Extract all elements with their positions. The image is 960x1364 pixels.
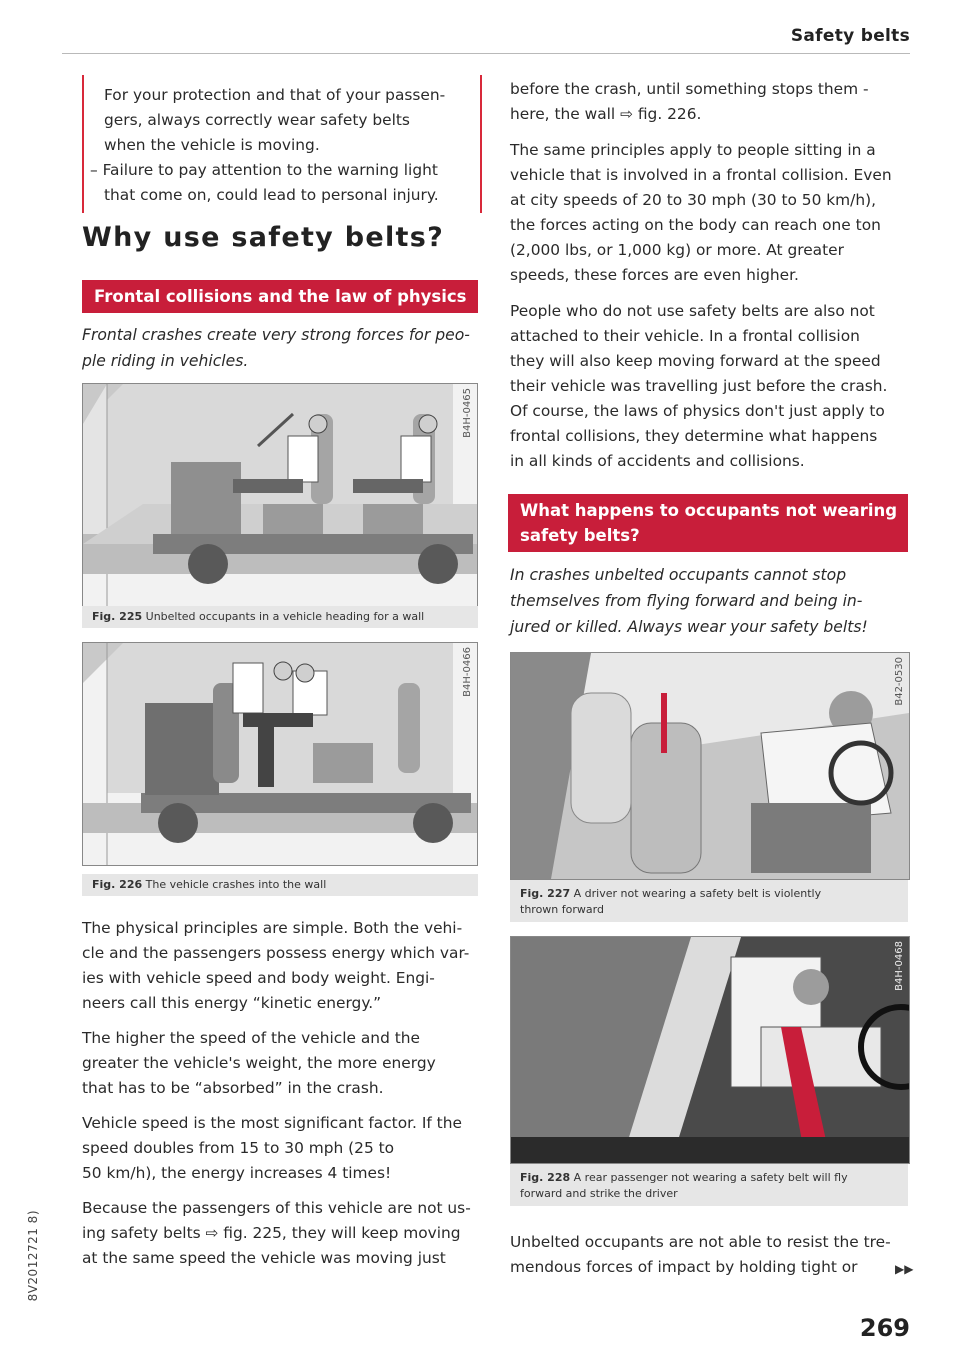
intro-text: ple riding in vehicles.: [82, 352, 249, 370]
body-text: cle and the passengers possess energy which var-: [82, 944, 470, 962]
figure-caption-text: forward and strike the driver: [520, 1187, 678, 1200]
figure-caption-text: The vehicle crashes into the wall: [145, 878, 327, 891]
body-text: greater the vehicle's weight, the more energy: [82, 1054, 436, 1072]
body-text: People who do not use safety belts are also not: [510, 302, 875, 320]
section-heading: Why use safety belts?: [82, 222, 445, 253]
figure-caption-text: Unbelted occupants in a vehicle heading for a wall: [145, 610, 425, 623]
body-text: Of course, the laws of physics don't just apply to: [510, 402, 885, 420]
body-text: at city speeds of 20 to 30 mph (30 to 50 km/h),: [510, 191, 877, 209]
body-text: their vehicle was travelling just before the crash.: [510, 377, 888, 395]
body-text: Unbelted occupants are not able to resist the tre-: [510, 1233, 891, 1251]
figure-caption: [510, 880, 908, 922]
figure-228-photo: [510, 936, 910, 1164]
body-text: vehicle that is involved in a frontal collision. Even: [510, 166, 892, 184]
warning-line: For your protection and that of your passen-: [104, 86, 446, 104]
figure-number: Fig. 227: [520, 887, 571, 900]
header-divider: [62, 53, 910, 54]
intro-text: themselves from flying forward and being in-: [510, 592, 863, 610]
body-text: frontal collisions, they determine what happens: [510, 427, 878, 445]
warning-line: – Failure to pay attention to the warning light: [90, 161, 438, 179]
body-text: ies with vehicle speed and body weight. Engi-: [82, 969, 435, 987]
body-text: The same principles apply to people sitting in a: [510, 141, 876, 159]
figure-caption-text: thrown forward: [520, 903, 604, 916]
body-text: at the same speed the vehicle was moving just: [82, 1249, 446, 1267]
subsection-title-band: [508, 494, 908, 552]
subsection-title-line: What happens to occupants not wearing: [520, 501, 898, 520]
continue-arrow-icon: ▶▶: [895, 1262, 914, 1276]
figure-caption: [82, 606, 478, 628]
body-text: The physical principles are simple. Both the vehi-: [82, 919, 463, 937]
figure-number: Fig. 225: [92, 610, 143, 623]
body-text: Vehicle speed is the most significant factor. If the: [82, 1114, 462, 1132]
body-text: ing safety belts ⇨ fig. 225, they will keep moving: [82, 1224, 461, 1242]
body-text: in all kinds of accidents and collisions.: [510, 452, 805, 470]
figure-caption-text: A rear passenger not wearing a safety belt will fly: [573, 1171, 848, 1184]
figure-227-photo: [510, 652, 910, 880]
body-text: here, the wall ⇨ fig. 226.: [510, 105, 702, 123]
figure-caption-text: A driver not wearing a safety belt is violently: [573, 887, 822, 900]
figure-225-illustration: [82, 383, 478, 607]
figure-code: B42-0530: [894, 657, 905, 706]
body-text: neers call this energy “kinetic energy.”: [82, 994, 382, 1012]
body-text: that has to be “absorbed” in the crash.: [82, 1079, 384, 1097]
intro-text: In crashes unbelted occupants cannot stop: [510, 566, 847, 584]
figure-code: B4H-0468: [894, 941, 905, 991]
body-text: Because the passengers of this vehicle are not us-: [82, 1199, 471, 1217]
warning-box: [82, 75, 482, 213]
figure-caption: [510, 1164, 908, 1206]
intro-text: jured or killed. Always wear your safety belts!: [510, 618, 868, 636]
intro-text: Frontal crashes create very strong forces for peo-: [82, 326, 470, 344]
warning-line: when the vehicle is moving.: [104, 136, 320, 154]
body-text: speed doubles from 15 to 30 mph (25 to: [82, 1139, 395, 1157]
warning-line: that come on, could lead to personal injury.: [104, 186, 439, 204]
body-text: 50 km/h), the energy increases 4 times!: [82, 1164, 392, 1182]
figure-code: B4H-0466: [462, 647, 473, 697]
figure-caption: [82, 874, 478, 896]
warning-line: gers, always correctly wear safety belts: [104, 111, 410, 129]
subsection-title-band: Frontal collisions and the law of physics: [82, 280, 478, 313]
page-number: 269: [859, 1314, 910, 1342]
figure-number: Fig. 228: [520, 1171, 571, 1184]
body-text: they will also keep moving forward at the speed: [510, 352, 881, 370]
page-header-title: Safety belts: [790, 26, 910, 46]
body-text: (2,000 lbs, or 1,000 kg) or more. At greater: [510, 241, 844, 259]
figure-number: Fig. 226: [92, 878, 143, 891]
subsection-title-line: safety belts?: [520, 526, 640, 545]
document-code: 8V2012721 8): [26, 1210, 40, 1302]
body-text: before the crash, until something stops them -: [510, 80, 869, 98]
body-text: mendous forces of impact by holding tight or: [510, 1258, 858, 1276]
body-text: speeds, these forces are even higher.: [510, 266, 799, 284]
body-text: the forces acting on the body can reach one ton: [510, 216, 881, 234]
body-text: attached to their vehicle. In a frontal collision: [510, 327, 860, 345]
figure-226-illustration: [82, 642, 478, 866]
body-text: The higher the speed of the vehicle and the: [82, 1029, 420, 1047]
figure-code: B4H-0465: [462, 388, 473, 438]
